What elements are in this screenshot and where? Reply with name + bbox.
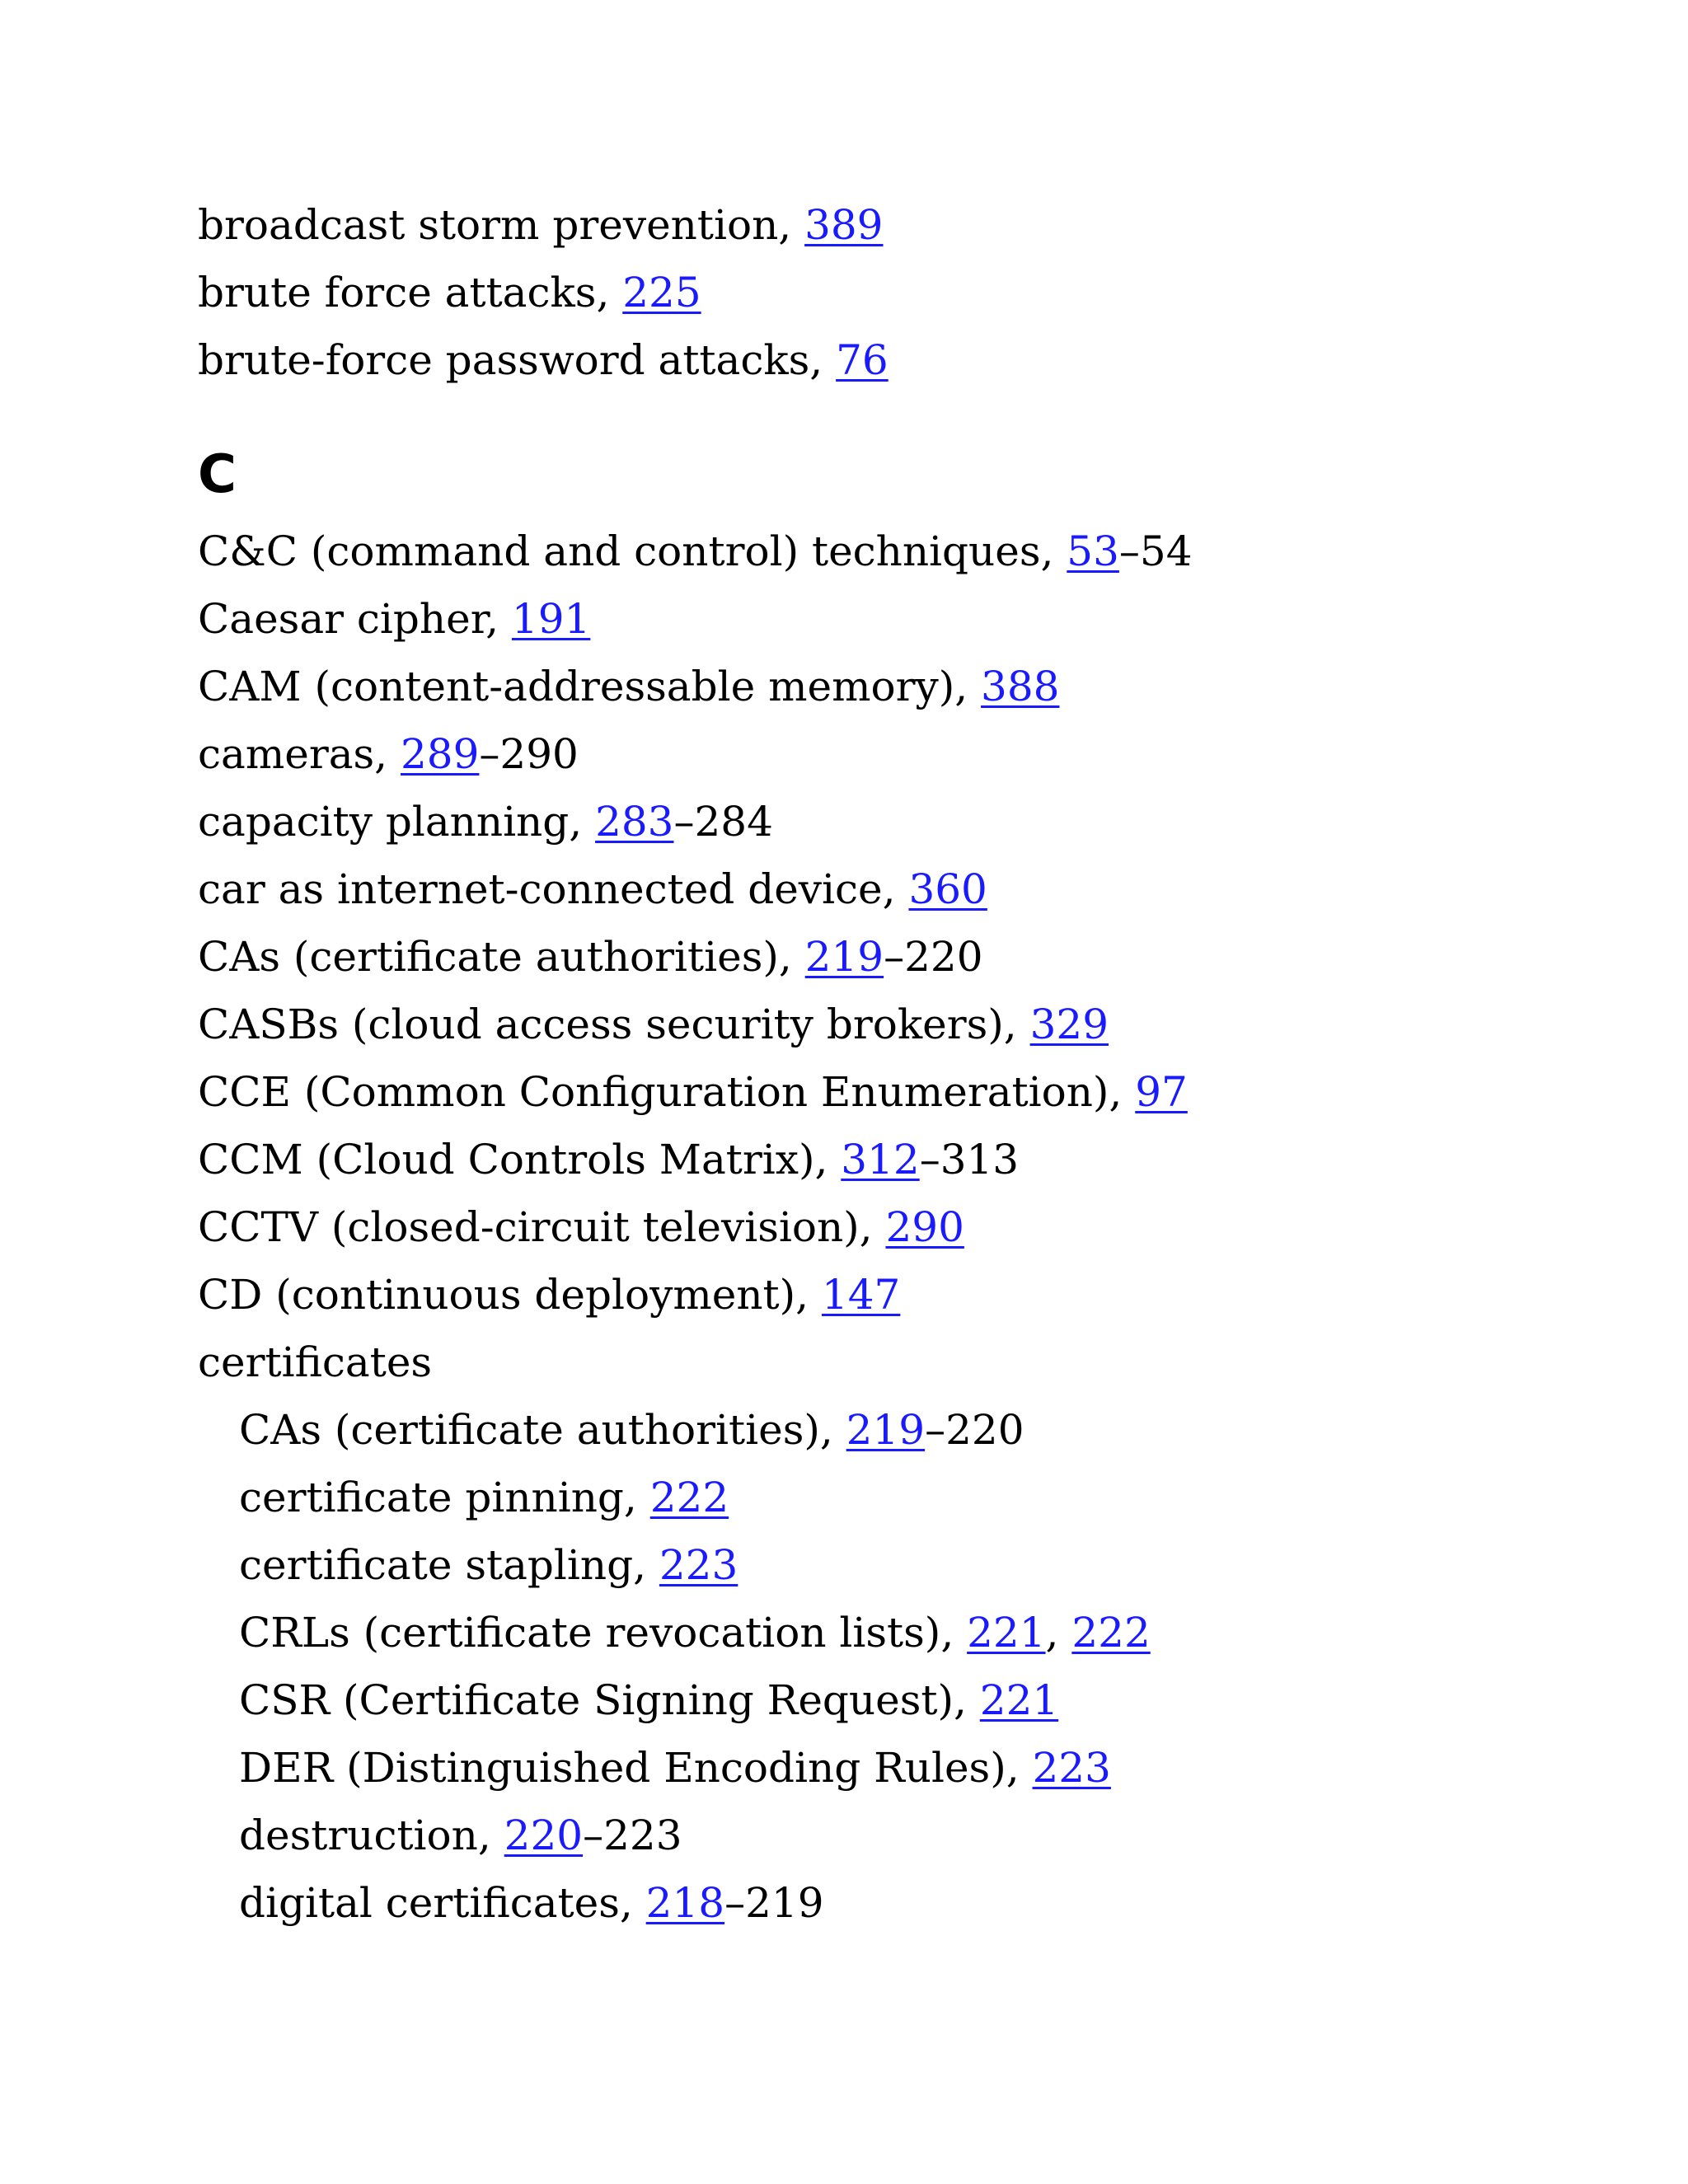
- entry-term: brute-force password attacks,: [198, 336, 837, 384]
- entry-term: CSR (Certificate Signing Request),: [239, 1676, 980, 1724]
- entry-term: cameras,: [198, 730, 401, 778]
- page-link-97[interactable]: 97: [1135, 1068, 1188, 1116]
- entry-term: certificate pinning,: [239, 1474, 650, 1521]
- entry-term: C&C (command and control) techniques,: [198, 527, 1067, 575]
- index-subentry-certificate-pinning: [198, 1464, 1599, 1531]
- entry-term: CCM (Cloud Controls Matrix),: [198, 1136, 842, 1183]
- page-link-147[interactable]: 147: [821, 1271, 901, 1319]
- index-entry-car-internet-device: [198, 855, 1599, 923]
- index-entry-brute-force-password-attacks: [198, 326, 1599, 394]
- entry-term: CASBs (cloud access security brokers),: [198, 1001, 1030, 1048]
- index-entry-brute-force-attacks: [198, 259, 1599, 326]
- page-link-223[interactable]: 223: [659, 1541, 738, 1589]
- page-link-219[interactable]: 219: [846, 1406, 926, 1454]
- index-entry-broadcast-storm-prevention: [198, 191, 1599, 259]
- page-link-289[interactable]: 289: [400, 730, 480, 778]
- page-link-360[interactable]: 360: [908, 865, 987, 913]
- index-entry-ccm: [198, 1126, 1599, 1193]
- page-list-separator: ,: [1045, 1609, 1072, 1657]
- entry-term: CAs (certificate authorities),: [198, 933, 805, 981]
- index-entry-cce: [198, 1058, 1599, 1126]
- entry-term: CD (continuous deployment),: [198, 1271, 822, 1319]
- entry-term: capacity planning,: [198, 798, 596, 846]
- page-link-388[interactable]: 388: [981, 663, 1060, 710]
- index-subentry-digital-certificates: [198, 1869, 1599, 1937]
- entry-term: destruction,: [239, 1811, 504, 1859]
- entry-term: car as internet-connected device,: [198, 865, 909, 913]
- page-link-191[interactable]: 191: [511, 595, 591, 643]
- entry-term: certificates: [198, 1338, 433, 1386]
- page-link-220[interactable]: 220: [504, 1811, 584, 1859]
- index-subentry-csr: [198, 1666, 1599, 1734]
- entry-term: certificate stapling,: [239, 1541, 659, 1589]
- index-subentry-der: [198, 1734, 1599, 1802]
- page-link-223[interactable]: 223: [1032, 1744, 1111, 1792]
- page-range-suffix: –290: [479, 730, 579, 778]
- entry-term: CRLs (certificate revocation lists),: [239, 1609, 968, 1657]
- page-range-suffix: –223: [583, 1811, 682, 1859]
- page-link-218[interactable]: 218: [645, 1879, 725, 1927]
- index-entry-capacity-planning: [198, 788, 1599, 855]
- page-link-222[interactable]: 222: [649, 1474, 729, 1521]
- entry-term: Caesar cipher,: [198, 595, 512, 643]
- index-entry-cam: [198, 653, 1599, 720]
- page-link-225[interactable]: 225: [622, 269, 701, 316]
- index-subentry-destruction: [198, 1802, 1599, 1869]
- entry-term: digital certificates,: [239, 1879, 646, 1927]
- page-link-221[interactable]: 221: [967, 1609, 1046, 1657]
- entry-term: CAM (content-addressable memory),: [198, 663, 982, 710]
- section-heading-c: C: [198, 444, 237, 505]
- page-range-suffix: –219: [724, 1879, 824, 1927]
- index-entry-casbs: [198, 991, 1599, 1058]
- page-range-suffix: –313: [919, 1136, 1020, 1183]
- entry-term: CCTV (closed-circuit television),: [198, 1203, 886, 1251]
- index-page: [198, 191, 1599, 1937]
- page-range-suffix: –220: [884, 933, 983, 981]
- page-link-283[interactable]: 283: [595, 798, 674, 846]
- page-range-suffix: –54: [1118, 527, 1193, 575]
- page-link-290[interactable]: 290: [885, 1203, 964, 1251]
- page-link-219[interactable]: 219: [804, 933, 884, 981]
- page-link-222[interactable]: 222: [1071, 1609, 1151, 1657]
- page-range-suffix: –220: [925, 1406, 1025, 1454]
- index-entry-cas: [198, 923, 1599, 991]
- page-link-53[interactable]: 53: [1067, 527, 1119, 575]
- index-subentry-cas: [198, 1396, 1599, 1464]
- index-entry-cd: [198, 1261, 1599, 1329]
- index-subentry-crls: [198, 1599, 1599, 1666]
- entry-term: CAs (certificate authorities),: [239, 1406, 846, 1454]
- entry-term: DER (Distinguished Encoding Rules),: [239, 1744, 1033, 1792]
- entry-term: brute force attacks,: [198, 269, 623, 316]
- entry-term: CCE (Common Configuration Enumeration),: [198, 1068, 1136, 1116]
- index-subentry-certificate-stapling: [198, 1531, 1599, 1599]
- entry-term: broadcast storm prevention,: [198, 201, 805, 249]
- page-range-suffix: –284: [673, 798, 773, 846]
- page-link-389[interactable]: 389: [804, 201, 884, 249]
- index-entry-caesar-cipher: [198, 585, 1599, 653]
- page-link-312[interactable]: 312: [841, 1136, 920, 1183]
- page-link-76[interactable]: 76: [836, 336, 889, 384]
- index-entry-cctv: [198, 1193, 1599, 1261]
- index-entry-cc-techniques: [198, 518, 1599, 585]
- index-entry-cameras: [198, 720, 1599, 788]
- index-entry-certificates: [198, 1329, 1599, 1396]
- page-link-329[interactable]: 329: [1029, 1001, 1109, 1048]
- page-link-221[interactable]: 221: [979, 1676, 1059, 1724]
